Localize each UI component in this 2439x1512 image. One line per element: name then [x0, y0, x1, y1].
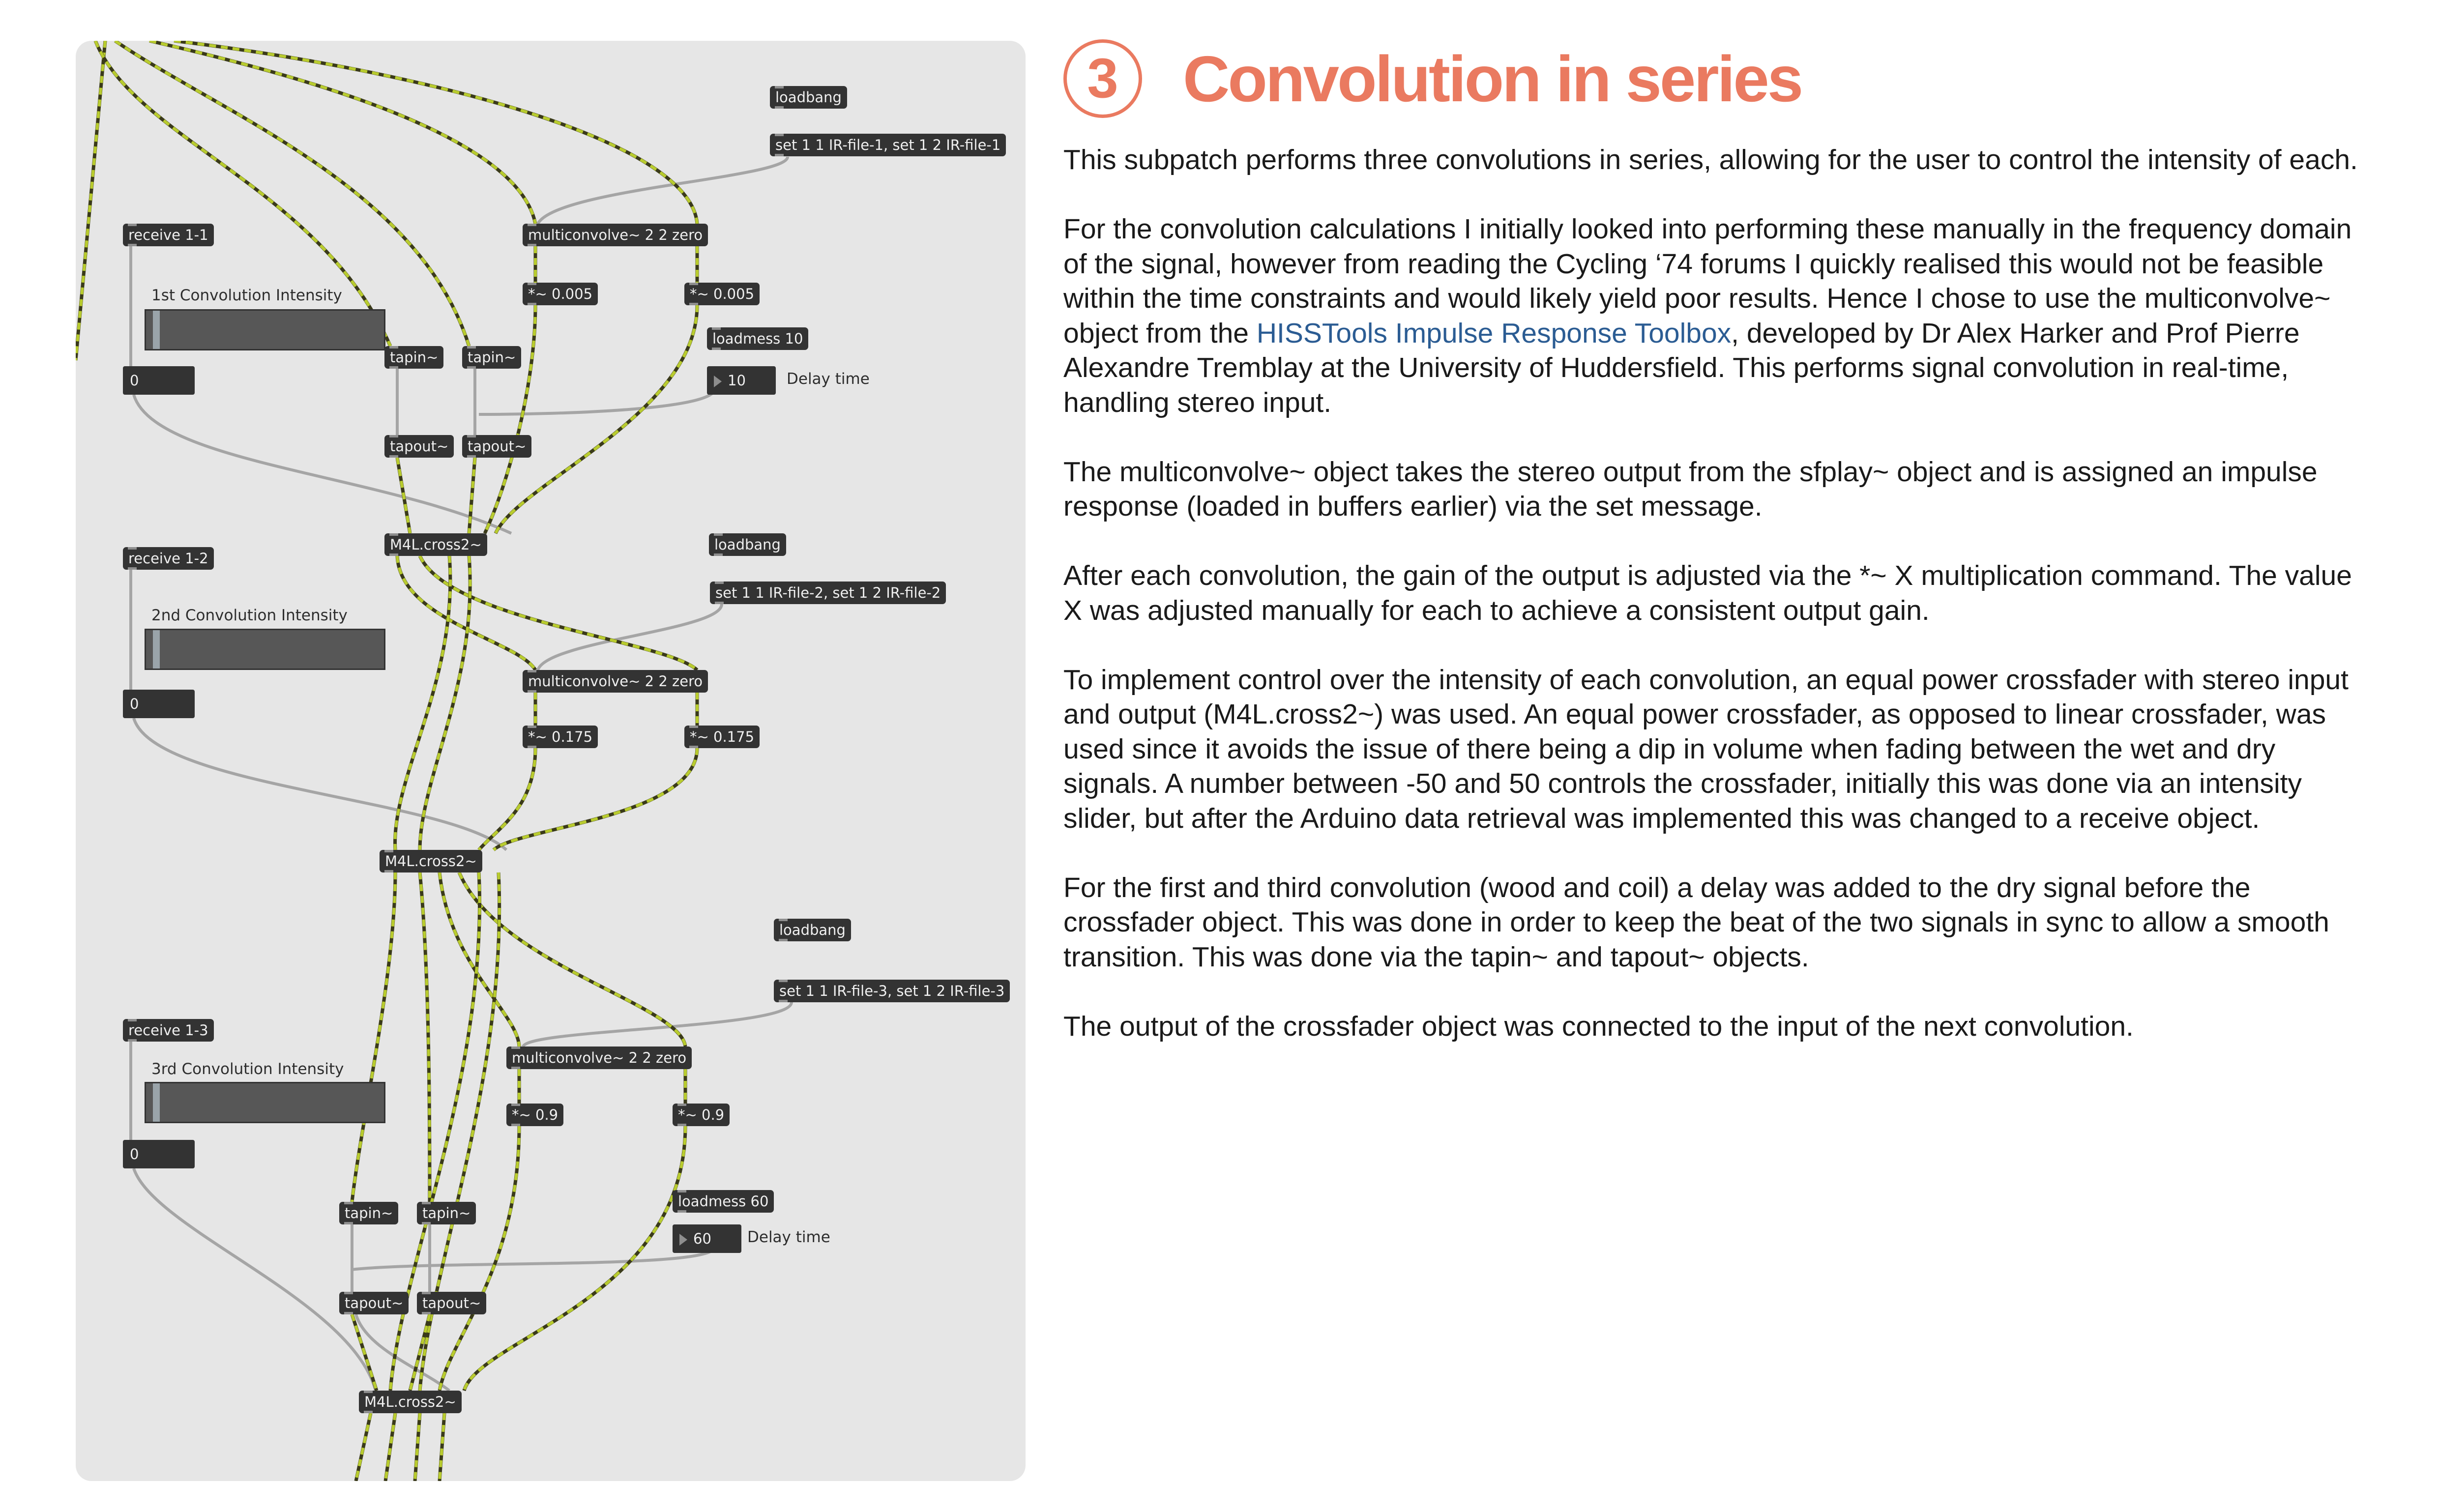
paragraph-crossfader: To implement control over the intensity of each convolution, an equal power crossfader with stereo input and output (M4L.cross2~) was used. An equal power crossfader, as opposed to linear crossfader, was used since it avoids the issue of there being a dip in volume when fading between the wet and dry signals. A number between -50 and 50 controls the crossfader, initially this was done via an intensity slider, but after the Arduino data retrieval was implemented this was changed to a receive object.: [1063, 664, 2349, 834]
signal-cable: [420, 556, 470, 850]
control-cable: [538, 157, 788, 224]
receive-1-1[interactable]: receive 1-1: [123, 224, 214, 246]
number-arrow-icon: [714, 376, 722, 387]
control-cable: [134, 1168, 376, 1391]
control-cable: [351, 1247, 715, 1270]
delay-number-3[interactable]: 60: [673, 1224, 741, 1253]
intensity-label-2: 2nd Convolution Intensity: [151, 607, 348, 624]
control-cable: [538, 604, 722, 670]
gain-left-1[interactable]: *~ 0.005: [523, 283, 598, 305]
paragraph-delay: For the first and third convolution (wood and coil) a delay was added to the dry signal before the crossfader object. This was done in order to keep the beat of the two signals in sync to allow a smooth transition. This was done via the tapin~ and tapout~ objects.: [1063, 872, 2329, 973]
gain-right-3[interactable]: *~ 0.9: [673, 1104, 730, 1126]
intensity-number-1[interactable]: 0: [123, 366, 195, 395]
paragraph-multiconvolve: The multiconvolve~ object takes the stereo output from the sfplay~ object and is assigned an impulse response (loaded in buffers earlier) via the set message.: [1063, 456, 2318, 522]
tapin-right-1[interactable]: tapin~: [462, 346, 521, 369]
tapin-left-3[interactable]: tapin~: [339, 1202, 398, 1224]
paragraph-gain: After each convolution, the gain of the output is adjusted via the *~ X multiplication command. The value X was adjusted manually for each to achieve a consistent output gain.: [1063, 560, 2352, 626]
loadbang-3[interactable]: loadbang: [774, 919, 851, 941]
control-cable: [479, 389, 715, 414]
gain-right-2[interactable]: *~ 0.175: [684, 726, 760, 748]
receive-1-2[interactable]: receive 1-2: [123, 547, 214, 570]
delay-number-1[interactable]: 10: [707, 366, 776, 395]
loadmess-60[interactable]: loadmess 60: [673, 1190, 774, 1213]
crossfader-2[interactable]: M4L.cross2~: [380, 850, 482, 872]
paragraph-output: The output of the crossfader object was connected to the input of the next convolution.: [1063, 1010, 2134, 1042]
multiconvolve-1[interactable]: multiconvolve~ 2 2 zero: [523, 224, 708, 246]
delay-label-3: Delay time: [747, 1228, 830, 1246]
loadbang-2[interactable]: loadbang: [709, 533, 786, 556]
loadbang-1[interactable]: loadbang: [770, 86, 847, 109]
slider-knob: [153, 311, 160, 349]
gain-right-1[interactable]: *~ 0.005: [684, 283, 760, 305]
slider-knob: [153, 1083, 160, 1122]
tapout-left-3[interactable]: tapout~: [339, 1292, 409, 1314]
intensity-number-2[interactable]: 0: [123, 690, 195, 718]
signal-cable: [385, 1413, 395, 1481]
paragraph-convolution-method: For the convolution calculations I initially looked into performing these manually in the frequency domain of the signal, however from reading the Cycling ‘74 forums I quickly realised this would not be feasible within the time constraints and would likely yield poor results. Hence I chose to use the multiconvolve~ object from the HISSTools Impulse Response Toolbox, developed by Dr Alex Harker and Prof Pierre Alexandre Tremblay at the University of Huddersfield. This performs signal convolution in real-time, handling stereo input.: [1063, 213, 2352, 418]
gain-left-3[interactable]: *~ 0.9: [506, 1104, 563, 1126]
multiconvolve-2[interactable]: multiconvolve~ 2 2 zero: [523, 670, 708, 693]
signal-cable-dash: [420, 556, 697, 670]
signal-cable-dash: [479, 748, 535, 850]
crossfader-1[interactable]: M4L.cross2~: [384, 533, 487, 556]
set-ir-message-1[interactable]: set 1 1 IR-file-1, set 1 2 IR-file-1: [770, 134, 1006, 156]
tapout-left-1[interactable]: tapout~: [384, 435, 454, 458]
intensity-number-3[interactable]: 0: [123, 1140, 195, 1168]
hisstools-link[interactable]: HISSTools Impulse Response Toolbox: [1256, 317, 1732, 349]
intensity-label-3: 3rd Convolution Intensity: [151, 1060, 344, 1078]
page-title: Convolution in series: [1183, 43, 1802, 115]
set-ir-message-3[interactable]: set 1 1 IR-file-3, set 1 2 IR-file-3: [774, 980, 1010, 1002]
receive-1-3[interactable]: receive 1-3: [123, 1019, 214, 1042]
paragraph-intro: This subpatch performs three convolutions in series, allowing for the user to control the intensity of each.: [1063, 144, 2358, 175]
delay-label-1: Delay time: [787, 370, 870, 388]
signal-cable: [479, 748, 535, 850]
control-cable: [134, 718, 506, 850]
control-cable: [356, 1314, 449, 1391]
intensity-label-1: 1st Convolution Intensity: [151, 287, 342, 304]
patch-cables: [76, 41, 1026, 1481]
step-number-badge: 3: [1063, 39, 1142, 118]
loadmess-10[interactable]: loadmess 10: [707, 327, 808, 350]
number-arrow-icon: [679, 1234, 687, 1246]
tapout-right-3[interactable]: tapout~: [417, 1292, 486, 1314]
intensity-slider-3[interactable]: [145, 1082, 385, 1123]
set-ir-message-2[interactable]: set 1 1 IR-file-2, set 1 2 IR-file-2: [710, 582, 946, 604]
signal-cable-dash: [420, 556, 470, 850]
signal-cable: [440, 1413, 444, 1481]
signal-cable: [415, 1413, 420, 1481]
tapout-right-1[interactable]: tapout~: [462, 435, 531, 458]
signal-cable: [496, 305, 697, 533]
signal-cable: [352, 872, 395, 1202]
gain-left-2[interactable]: *~ 0.175: [523, 726, 598, 748]
control-cable: [134, 395, 511, 533]
intensity-slider-1[interactable]: [145, 309, 385, 350]
tapin-left-1[interactable]: tapin~: [384, 346, 443, 369]
max-patch-panel: [76, 41, 1026, 1481]
multiconvolve-3[interactable]: multiconvolve~ 2 2 zero: [506, 1047, 692, 1069]
slider-knob: [153, 630, 160, 669]
tapin-right-3[interactable]: tapin~: [417, 1202, 476, 1224]
control-cable: [523, 1002, 792, 1047]
intensity-slider-2[interactable]: [145, 629, 385, 670]
crossfader-3[interactable]: M4L.cross2~: [359, 1391, 462, 1413]
body-text: [1063, 143, 2361, 1078]
